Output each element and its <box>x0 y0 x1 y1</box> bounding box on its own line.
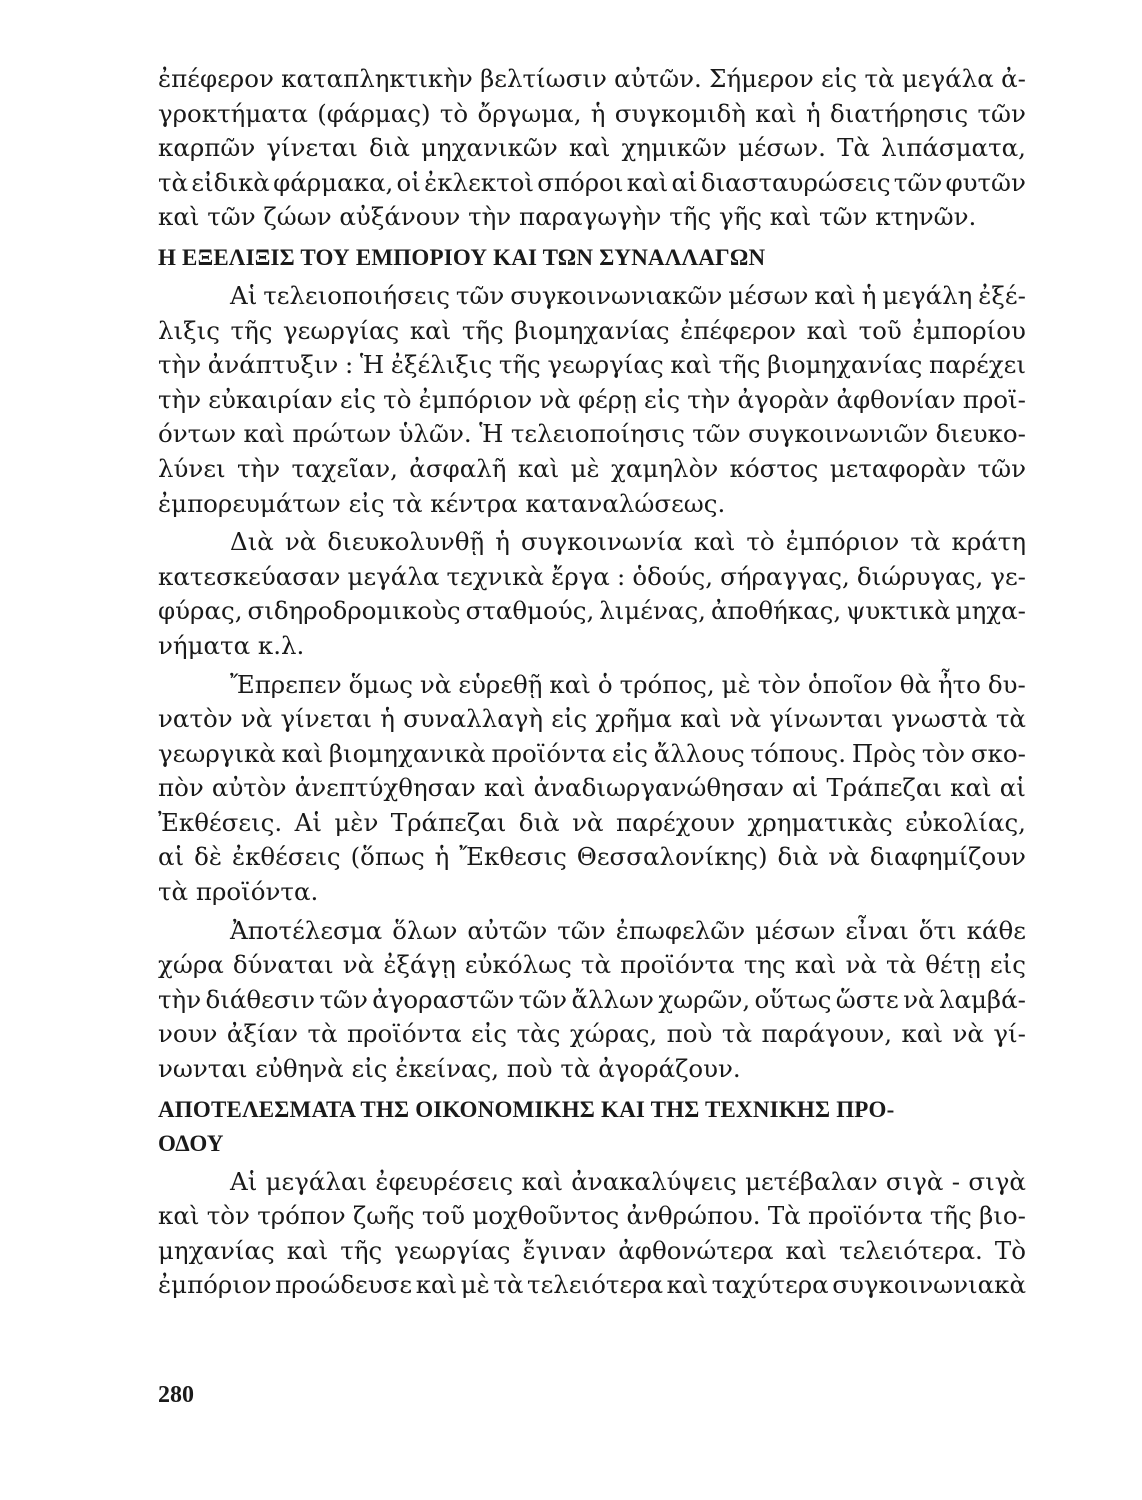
paragraph-2 <box>158 525 1026 663</box>
section-heading-commerce: Η ΕΞΕΛΙΞΙΣ ΤΟΥ ΕΜΠΟΡΙΟΥ ΚΑΙ ΤΩΝ ΣΥΝΑΛΛΑΓΩΝ <box>158 244 766 270</box>
paragraph-1 <box>158 279 1026 521</box>
intro-paragraph <box>158 62 1026 235</box>
text-line: τὴν ἀνάπτυξιν : Ἡ ἐξέλιξις τῆς γεωργίας καὶ τῆς βιομηχανίας παρέχει <box>158 350 1026 380</box>
text-line: πὸν αὐτὸν ἀνεπτύχθησαν καὶ ἀναδιωργανώθησαν αἱ Τράπεζαι καὶ αἱ <box>158 773 1026 803</box>
text-line: γεωργικὰ καὶ βιομηχανικὰ προϊόντα εἰς ἄλλους τόπους. Πρὸς τὸν σκο- <box>158 738 1026 768</box>
text-line: ἐπέφερον καταπληκτικὴν βελτίωσιν αὐτῶν. Σήμερον εἰς τὰ μεγάλα ἀ- <box>158 64 1026 93</box>
text-line: χώρα δύναται νὰ ἐξάγῃ εὐκόλως τὰ προϊόντα της καὶ νὰ τὰ θέτῃ εἰς <box>158 950 1026 980</box>
text-line: νατὸν νὰ γίνεται ἡ συναλλαγὴ εἰς χρῆμα καὶ νὰ γίνωνται γνωστὰ τὰ <box>158 704 1026 734</box>
text-line: καρπῶν γίνεται διὰ μηχανικῶν καὶ χημικῶν μέσων. Τὰ λιπάσματα, <box>158 133 1026 163</box>
text-line: νήματα κ.λ. <box>158 630 305 660</box>
text-line: όντων καὶ πρώτων ὑλῶν. Ἡ τελειοποίησις τῶν συγκοινωνιῶν διευκο- <box>158 419 1026 449</box>
heading-line: ΑΠΟΤΕΛΕΣΜΑΤΑ ΤΗΣ ΟΙΚΟΝΟΜΙΚΗΣ ΚΑΙ ΤΗΣ ΤΕΧΝΙΚΗΣ ΠΡΟ- <box>158 1096 895 1122</box>
text-line: κατεσκεύασαν μεγάλα τεχνικὰ ἔργα : ὁδούς, σήραγγας, διώρυγας, γε- <box>158 561 1026 591</box>
text-line: νωνται εὐθηνὰ εἰς ἐκείνας, ποὺ τὰ ἀγοράζουν. <box>158 1054 741 1084</box>
text-line: Αἱ τελειοποιήσεις τῶν συγκοινωνιακῶν μέσων καὶ ἡ μεγάλη ἐξέ- <box>230 280 1026 310</box>
text-line: τὰ προϊόντα. <box>158 877 319 907</box>
text-line: αἱ δὲ ἐκθέσεις (ὅπως ἡ Ἔκθεσις Θεσσαλονίκης) διὰ νὰ διαφημίζουν <box>158 842 1026 872</box>
text-line: ἐμπορευμάτων εἰς τὰ κέντρα καταναλώσεως. <box>158 488 726 518</box>
section-heading-results <box>158 1093 1026 1161</box>
book-page-body <box>158 62 1026 1303</box>
paragraph-4 <box>158 914 1026 1087</box>
text-line: τὴν εὐκαιρίαν εἰς τὸ ἐμπόριον νὰ φέρῃ εἰς τὴν ἀγορὰν ἀφθονίαν προϊ- <box>158 384 1026 414</box>
heading-line: ΟΔΟΥ <box>158 1130 224 1156</box>
text-line: καὶ τὸν τρόπον ζωῆς τοῦ μοχθοῦντος ἀνθρώπου. Τὰ προϊόντα τῆς βιο- <box>158 1201 1026 1231</box>
text-line: νουν ἀξίαν τὰ προϊόντα εἰς τὰς χώρας, ποὺ τὰ παράγουν, καὶ νὰ γί- <box>158 1019 1026 1049</box>
paragraph-3 <box>158 668 1026 910</box>
text-line: Διὰ νὰ διευκολυνθῇ ἡ συγκοινωνία καὶ τὸ ἐμπόριον τὰ κράτη <box>230 527 1026 557</box>
text-line: μηχανίας καὶ τῆς γεωργίας ἔγιναν ἀφθονώτερα καὶ τελειότερα. Τὸ <box>158 1235 1026 1265</box>
text-line: λιξις τῆς γεωργίας καὶ τῆς βιομηχανίας ἐπέφερον καὶ τοῦ ἐμπορίου <box>158 315 1026 345</box>
text-line: γροκτήματα (φάρμας) τὸ ὄργωμα, ἡ συγκομιδὴ καὶ ἡ διατήρησις τῶν <box>158 98 1026 128</box>
text-line: φύρας, σιδηροδρομικοὺς σταθμούς, λιμένας, ἀποθήκας, ψυκτικὰ μηχα- <box>158 596 1026 626</box>
text-line: τὴν διάθεσιν τῶν ἀγοραστῶν τῶν ἄλλων χωρῶν, οὕτως ὥστε νὰ λαμβά- <box>158 984 1026 1014</box>
text-line: καὶ τῶν ζώων αὐξάνουν τὴν παραγωγὴν τῆς γῆς καὶ τῶν κτηνῶν. <box>158 202 977 232</box>
text-line: Ἀποτέλεσμα ὅλων αὐτῶν τῶν ἐπωφελῶν μέσων εἶναι ὅτι κάθε <box>230 915 1026 945</box>
page-number: 280 <box>158 1382 194 1408</box>
text-line: λύνει τὴν ταχεῖαν, ἀσφαλῆ καὶ μὲ χαμηλὸν κόστος μεταφορὰν τῶν <box>158 453 1026 483</box>
text-line: Ἐκθέσεις. Αἱ μὲν Τράπεζαι διὰ νὰ παρέχουν χρηματικὰς εὐκολίας, <box>158 807 1026 837</box>
text-line: ἐμπόριον προώδευσε καὶ μὲ τὰ τελειότερα καὶ ταχύτερα συγκοινωνιακὰ <box>158 1270 1026 1300</box>
text-line: Αἱ μεγάλαι ἐφευρέσεις καὶ ἀνακαλύψεις μετέβαλαν σιγὰ - σιγὰ <box>230 1166 1026 1196</box>
paragraph-5 <box>158 1165 1026 1303</box>
text-line: Ἔπρεπεν ὅμως νὰ εὑρεθῇ καὶ ὁ τρόπος, μὲ τὸν ὁποῖον θὰ ἦτο δυ- <box>230 669 1026 699</box>
text-line: τὰ εἰδικὰ φάρμακα, οἱ ἐκλεκτοὶ σπόροι καὶ αἱ διασταυρώσεις τῶν φυτῶν <box>158 167 1026 197</box>
